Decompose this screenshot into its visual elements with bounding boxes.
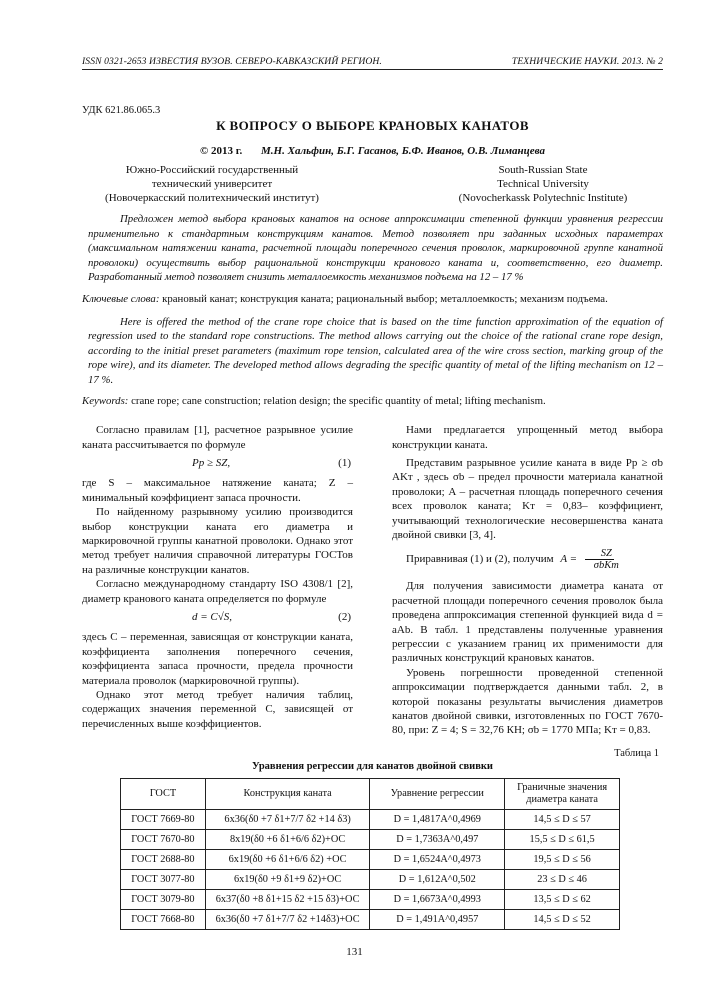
table-cell: ГОСТ 3077-80: [121, 869, 206, 889]
keywords-en-text: crane rope; cane construction; relation design; the specific quantity of metal; lifting mechanism.: [128, 394, 546, 407]
paragraph: Представим разрывное усилие каната в виде Pр ≥ σb AKт , здесь σb – предел прочности материала канатной проволоки; A – расчетная площадь поперечного сечения всех проволок каната; Kт = 0,83– коэффициент, учитывающий технологические несовершенства каната двойной свивки [3, 4].: [392, 456, 663, 541]
equation-2-formula: d = C√S,: [192, 611, 233, 623]
equation-3-denominator: σbKт: [593, 560, 619, 572]
equation-3-lead: Приравнивая (1) и (2), получим: [406, 553, 554, 566]
regression-table: [120, 778, 620, 930]
table-row: [121, 849, 620, 869]
table-cell: D = 1,4817A^0,4969: [370, 809, 505, 829]
table-cell: D = 1,6673A^0,4993: [370, 889, 505, 909]
table-cell: ГОСТ 3079-80: [121, 889, 206, 909]
abstract-en: Here is offered the method of the crane rope choice that is based on the time function approximation of the equation of regression used to the standard rope constructions. The method allows carrying out the choice of the rational crane rope design, according to the initial preset parameters (maximum rope tension, calculated area of the wire cross section, marking group of the rope wire), and its diameter. The developed method allows degrading the specific quantity of metal of the lifting mechanism on 12 – 17 %.: [88, 315, 663, 386]
table-number: Таблица 1: [614, 747, 659, 759]
equation-1-formula: Pр ≥ SZ,: [192, 456, 231, 469]
table-row: [121, 869, 620, 889]
affiliation-ru-line: (Новочеркасский политехнический институт): [105, 192, 319, 204]
paragraph: где S – максимальное натяжение каната; Z – минимальный коэффициент запаса прочности.: [82, 477, 353, 504]
authors-line: [82, 145, 663, 157]
table-cell: ГОСТ 7670-80: [121, 829, 206, 849]
affiliation-en-line: (Novocherkassk Polytechnic Institute): [458, 192, 628, 204]
affiliation-en-line: South-Russian State: [498, 164, 588, 176]
table-row: [121, 909, 620, 929]
affiliation-ru-line: технический университет: [151, 178, 273, 190]
equation-2: [82, 610, 353, 624]
table-cell: 13,5 ≤ D ≤ 62: [505, 889, 620, 909]
table-title: Уравнения регрессии для канатов двойной свивки: [252, 760, 493, 772]
table-header-cell: Граничные значения диаметра каната: [505, 778, 620, 809]
header-issue: ТЕХНИЧЕСКИЕ НАУКИ. 2013. № 2: [511, 56, 663, 67]
left-column: [82, 423, 353, 738]
table-cell: 19,5 ≤ D ≤ 56: [505, 849, 620, 869]
equation-1: [82, 456, 353, 470]
paragraph: Нами предлагается упрощенный метод выбора конструкции каната.: [392, 424, 663, 451]
abstract-ru: Предложен метод выбора крановых канатов на основе аппроксимации степенной функции уравнения регрессии применительно к стандартным конструкциям канатов. Метод позволяет при заданных исходных параметрах (максимальном натяжении каната, расчетной площади поперечного сечения проволок, маркировочной группе канатной проволоки) осуществить выбор рациональной конструкции кранового каната и, соответственно, его диаметр. Разработанный метод позволяет снизить металлоемкость механизмов подъема на 12 – 17 %: [88, 213, 663, 284]
table-cell: ГОСТ 7668-80: [121, 909, 206, 929]
equation-3-numerator: SZ: [585, 548, 614, 560]
table-cell: 6х36(δ0 +7 δ1+7/7 δ2 +14δ3)+ОС: [205, 909, 370, 929]
copyright-year: © 2013 г.: [200, 145, 243, 157]
table-cell: 6х19(δ0 +9 δ1+9 δ2)+ОС: [205, 869, 370, 889]
table-row: [121, 809, 620, 829]
table-cell: 15,5 ≤ D ≤ 61,5: [505, 829, 620, 849]
table-cell: 6х37(δ0 +8 δ1+15 δ2 +15 δ3)+ОС: [205, 889, 370, 909]
table-cell: 14,5 ≤ D ≤ 52: [505, 909, 620, 929]
affiliation-en: [423, 163, 663, 205]
keywords-ru-label: Ключевые слова:: [82, 292, 160, 305]
body-columns: [82, 423, 663, 738]
table-cell: 14,5 ≤ D ≤ 57: [505, 809, 620, 829]
author-names: М.Н. Хальфин, Б.Г. Гасанов, Б.Ф. Иванов, О.В. Лиманцева: [261, 145, 545, 157]
keywords-ru-text: крановый канат; конструкция каната; рациональный выбор; металлоемкость; механизм подъема.: [159, 292, 608, 305]
affiliation-ru: [82, 163, 342, 205]
page-number: 131: [346, 946, 363, 958]
paragraph: Уровень погрешности проведенной степенной аппроксимации подтверждается данными табл. 2, в которой показаны результаты вычисления диаметров канатов двойной свивки, изготовленных по ГОСТ 7670-80, при: Z = 4; S = 32,76 КН; σb = 1770 МПа; Kт = 0,83.: [392, 666, 663, 737]
table-cell: D = 1,612A^0,502: [370, 869, 505, 889]
table-cell: ГОСТ 2688-80: [121, 849, 206, 869]
table-cell: 8х19(δ0 +6 δ1+6/6 δ2)+ОС: [205, 829, 370, 849]
paragraph: Однако этот метод требует наличия таблиц, содержащих значения переменной C, зависящей от перечисленных выше коэффициентов.: [82, 689, 353, 730]
table-cell: D = 1,7363A^0,497: [370, 829, 505, 849]
table-header-cell: Конструкция каната: [205, 778, 370, 809]
paragraph: [392, 548, 663, 571]
keywords-ru: [82, 292, 663, 307]
header-journal: ISSN 0321-2653 ИЗВЕСТИЯ ВУЗОВ. СЕВЕРО-КАВКАЗСКИЙ РЕГИОН.: [82, 56, 382, 67]
affiliations: [82, 163, 663, 205]
table-header-cell: ГОСТ: [121, 778, 206, 809]
paragraph: Согласно международному стандарту ISO 4308/1 [2], диаметр кранового каната определяется по формуле: [82, 578, 353, 605]
affiliation-en-line: Technical University: [497, 178, 589, 190]
article-page: [82, 56, 663, 930]
paragraph: По найденному разрывному усилию производится выбор конструкции каната его диаметра и маркировочной группы канатной проволоки. Однако этот метод требует наличия справочной литературы ГОСТов на различные конструкции канатов.: [82, 506, 353, 576]
paragraph: здесь C – переменная, зависящая от конструкции каната, коэффициента заполнения поперечного сечения, коэффициента запаса прочности, предела прочности материала проволок (маркировочной группы).: [82, 631, 353, 687]
article-title: К ВОПРОСУ О ВЫБОРЕ КРАНОВЫХ КАНАТОВ: [216, 118, 529, 133]
table-header-cell: Уравнение регрессии: [370, 778, 505, 809]
table-row: [121, 829, 620, 849]
equation-3-fraction: [580, 548, 619, 571]
table-cell: 6х36(δ0 +7 δ1+7/7 δ2 +14 δ3): [205, 809, 370, 829]
table-cell: 6х19(δ0 +6 δ1+6/6 δ2) +ОС: [205, 849, 370, 869]
keywords-en: [82, 394, 663, 409]
equation-3-lhs: A =: [560, 553, 578, 566]
table-row: [121, 889, 620, 909]
right-column: [392, 423, 663, 738]
table-cell: ГОСТ 7669-80: [121, 809, 206, 829]
table-cell: D = 1,6524A^0,4973: [370, 849, 505, 869]
equation-2-number: (2): [338, 611, 351, 623]
keywords-en-label: Keywords:: [82, 394, 129, 407]
udk-code: УДК 621.86.065.3: [82, 105, 161, 116]
affiliation-ru-line: Южно-Российский государственный: [125, 164, 299, 176]
table-cell: D = 1,491A^0,4957: [370, 909, 505, 929]
paragraph: Для получения зависимости диаметра каната от расчетной площади поперечного сечения проволок была проведена аппроксимация степенной функцией вида d = aAb. В табл. 1 представлены полученные уравнения регрессии с указанием границ их применимости для различных конструкций крановых канатов.: [392, 580, 663, 665]
table-cell: 23 ≤ D ≤ 46: [505, 869, 620, 889]
equation-1-number: (1): [338, 456, 351, 469]
running-header: [82, 56, 663, 70]
paragraph: Согласно правилам [1], расчетное разрывное усилие каната рассчитывается по формуле: [82, 424, 353, 451]
table-header-row: [121, 778, 620, 809]
